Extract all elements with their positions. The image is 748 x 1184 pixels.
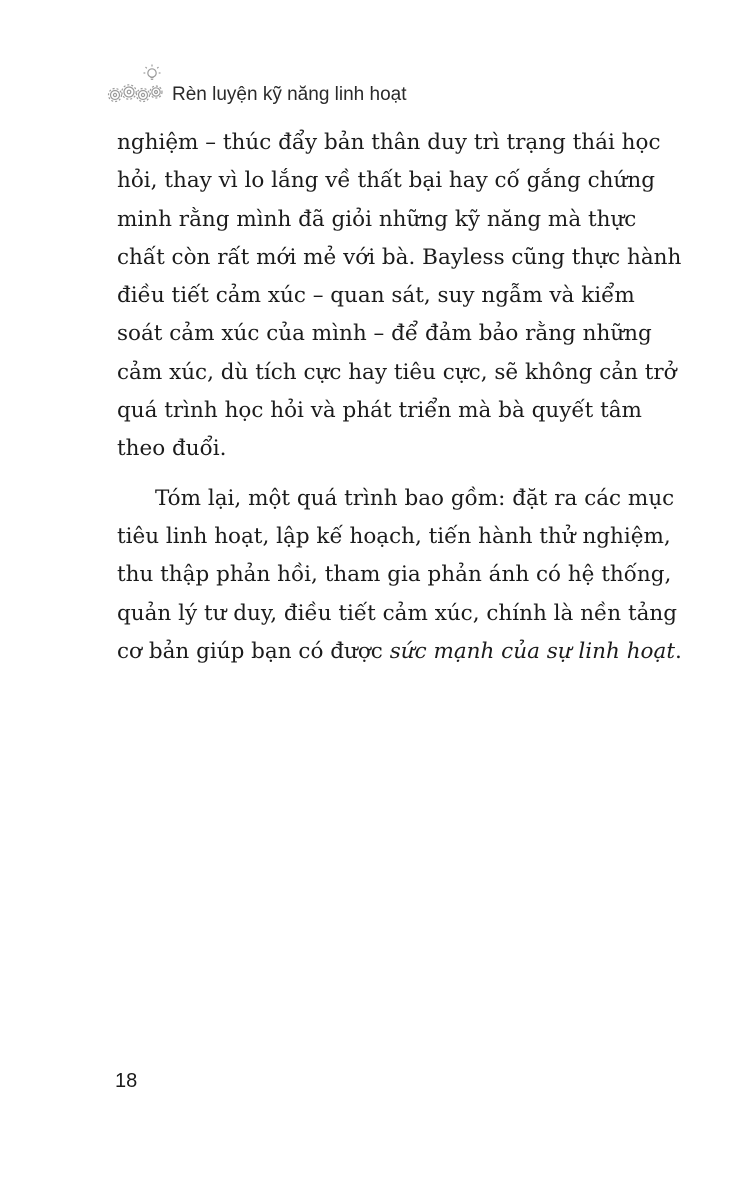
text-line: cảm xúc, dù tích cực hay tiêu cực, sẽ không cản trở (117, 359, 677, 385)
text-line: theo đuổi. (117, 436, 227, 462)
text-line (117, 633, 682, 671)
text-line: tiêu linh hoạt, lập kế hoạch, tiến hành thử nghiệm, (117, 523, 671, 549)
text-line: hỏi, thay vì lo lắng về thất bại hay cố gắng chứng (117, 168, 655, 194)
text-fragment: . (674, 638, 682, 664)
text-line: quá trình học hỏi và phát triển mà bà quyết tâm (117, 398, 642, 424)
text-line: thu thập phản hồi, tham gia phản ánh có hệ thống, (117, 562, 672, 588)
text-line: quản lý tư duy, điều tiết cảm xúc, chính là nền tảng (117, 600, 678, 626)
text-line: chất còn rất mới mẻ với bà. Bayless cũng thực hành (117, 244, 682, 270)
text-fragment: cơ bản giúp bạn có được (117, 638, 390, 664)
text-line: soát cảm xúc của mình – để đảm bảo rằng những (117, 321, 652, 347)
emphasis-phrase: sức mạnh của sự linh hoạt (389, 638, 675, 664)
text-line: minh rằng mình đã giỏi những kỹ năng mà thực (117, 206, 637, 232)
text-line: Tóm lại, một quá trình bao gồm: đặt ra các mục (155, 485, 675, 511)
text-line: điều tiết cảm xúc – quan sát, suy ngẫm và kiểm (117, 283, 635, 309)
running-header (104, 62, 524, 108)
body-text (117, 124, 682, 671)
running-title: Rèn luyện kỹ năng linh hoạt (172, 84, 407, 105)
text-line: nghiệm – thúc đẩy bản thân duy trì trạng thái học (117, 130, 661, 155)
paragraph-gap (117, 469, 623, 480)
page-number: 18 (115, 1070, 138, 1092)
lightbulb-gears-icon (104, 62, 168, 108)
